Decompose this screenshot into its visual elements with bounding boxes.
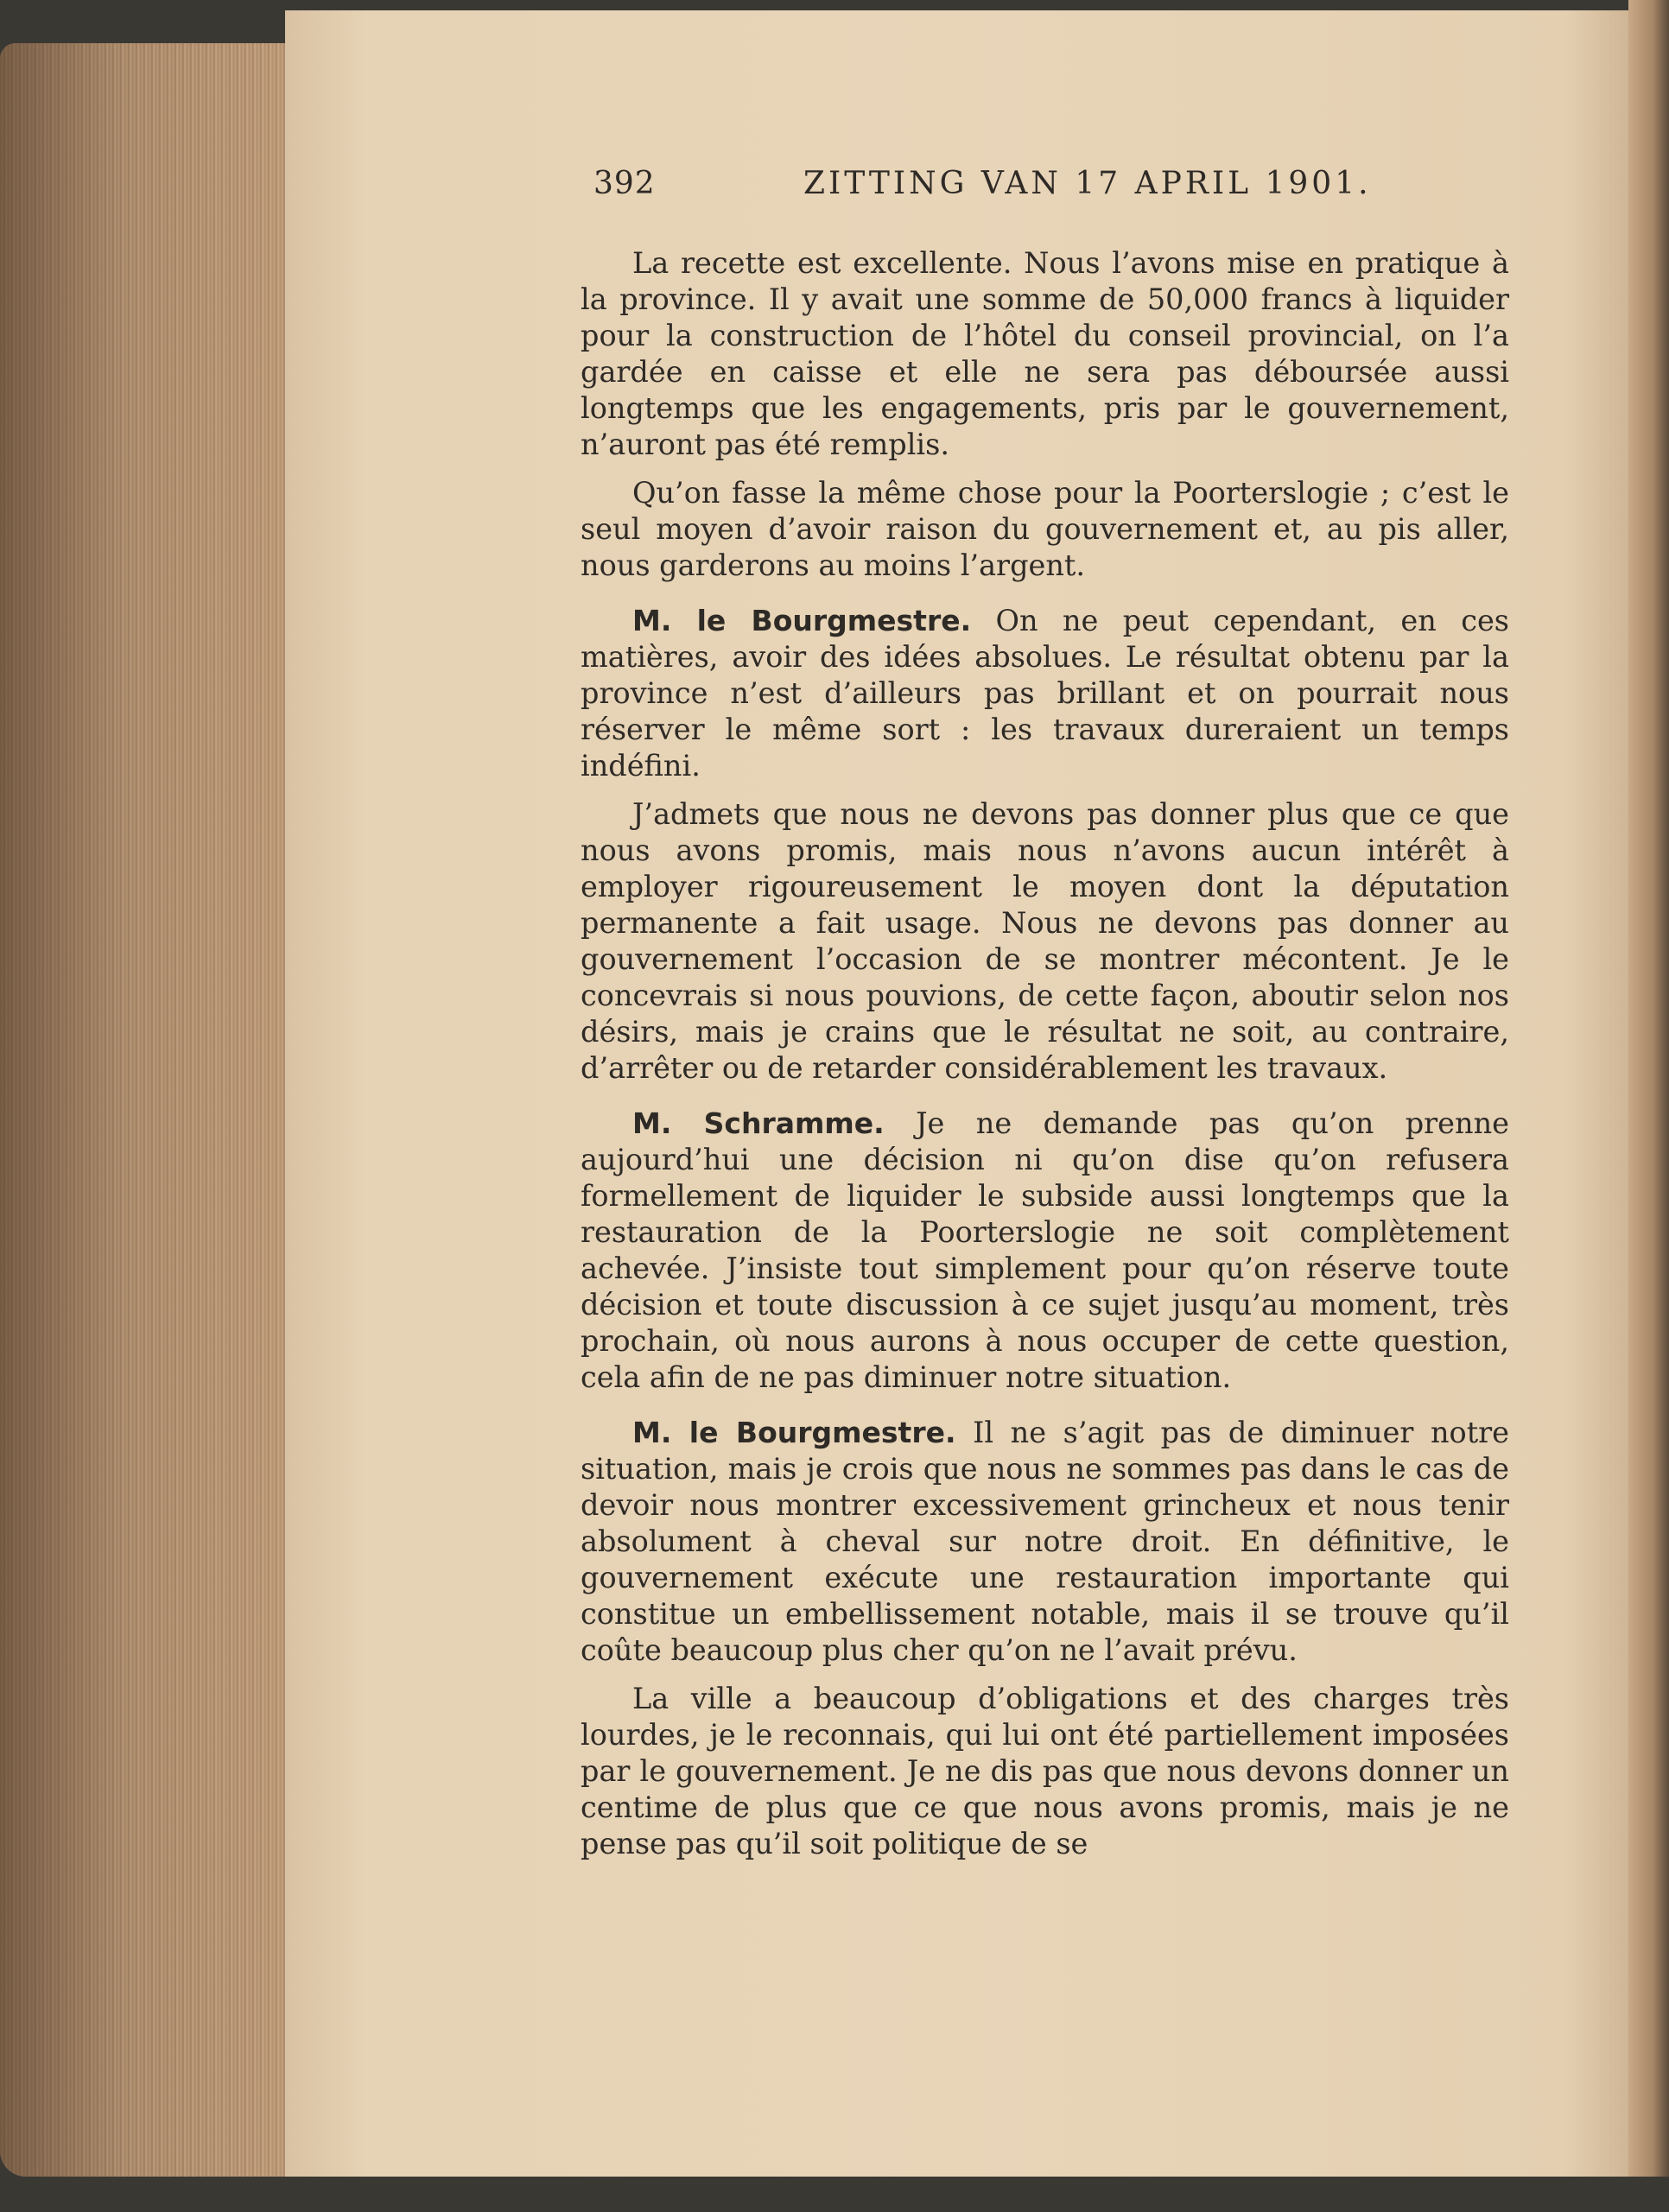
paragraph	[581, 1415, 1509, 1669]
paragraph	[581, 1106, 1509, 1396]
book-right-edge	[1628, 0, 1669, 2212]
page-header-title: ZITTING VAN 17 APRIL 1901.	[803, 166, 1372, 201]
book-bottom-edge	[0, 2177, 1669, 2212]
page-edges-shadow	[0, 43, 311, 2177]
paragraph-text: On ne peut cependant, en ces matières, avoir des idées absolues. Le résultat obtenu par la province n’est d’ailleurs pas brillant et on pourrait nous réserver le même sort : les travaux dureraient un temps indéfini.	[581, 604, 1509, 783]
paragraph	[581, 796, 1509, 1087]
paragraph-text: J’admets que nous ne devons pas donner plus que ce que nous avons promis, mais nous n’avons aucun intérêt à employer rigoureusement le moyen dont la députation permanente a fait usage. Nous ne devons pas donner au gouvernement l’occasion de se montrer mécontent. Je le concevrais si nous pouvions, de cette façon, aboutir selon nos désirs, mais je crains que le résultat ne soit, au contraire, d’arrêter ou de retarder considérablement les travaux.	[581, 797, 1509, 1085]
paragraph-text: Qu’on fasse la même chose pour la Poorterslogie ; c’est le seul moyen d’avoir raison du gouvernement et, au pis aller, nous garderons au moins l’argent.	[581, 476, 1509, 582]
page-text-block	[581, 166, 1509, 1874]
speaker-name: M. le Bourgmestre.	[632, 1416, 956, 1449]
page-number: 392	[593, 166, 656, 201]
paragraph	[581, 603, 1509, 784]
speaker-name: M. le Bourgmestre.	[632, 604, 972, 637]
paragraph	[581, 245, 1509, 463]
paragraph-text: La recette est excellente. Nous l’avons mise en pratique à la province. Il y avait une somme de 50,000 francs à liquider pour la construction de l’hôtel du conseil provincial, on l’a gardée en caisse et elle ne sera pas déboursée aussi longtemps que les engagements, pris par le gouvernement, n’auront pas été remplis.	[581, 246, 1509, 461]
paragraph-text: Il ne s’agit pas de diminuer notre situation, mais je crois que nous ne sommes pas dans le cas de devoir nous montrer excessivement grincheux et nous tenir absolument à cheval sur notre droit. En définitive, le gouvernement exécute une restauration importante qui constitue un embellissement notable, mais il se trouve qu’il coûte beaucoup plus cher qu’on ne l’avait prévu.	[581, 1416, 1509, 1667]
running-head	[581, 166, 1509, 212]
paragraph	[581, 475, 1509, 584]
paragraph-text: La ville a beaucoup d’obligations et des charges très lourdes, je le reconnais, qui lui ont été partiellement imposées par le gouvernement. Je ne dis pas que nous devons donner un centime de plus que ce que nous avons promis, mais je ne pense pas qu’il soit politique de se	[581, 1682, 1509, 1860]
paragraph	[581, 1681, 1509, 1862]
speaker-name: M. Schramme.	[632, 1106, 885, 1140]
paragraph-text: Je ne demande pas qu’on prenne aujourd’hui une décision ni qu’on dise qu’on refusera formellement de liquider le subside aussi longtemps que la restauration de la Poorterslogie ne soit complètement achevée. J’insiste tout simplement pour qu’on réserve toute décision et toute discussion à ce sujet jusqu’au moment, très prochain, où nous aurons à nous occuper de cette question, cela afin de ne pas diminuer notre situation.	[581, 1106, 1509, 1394]
